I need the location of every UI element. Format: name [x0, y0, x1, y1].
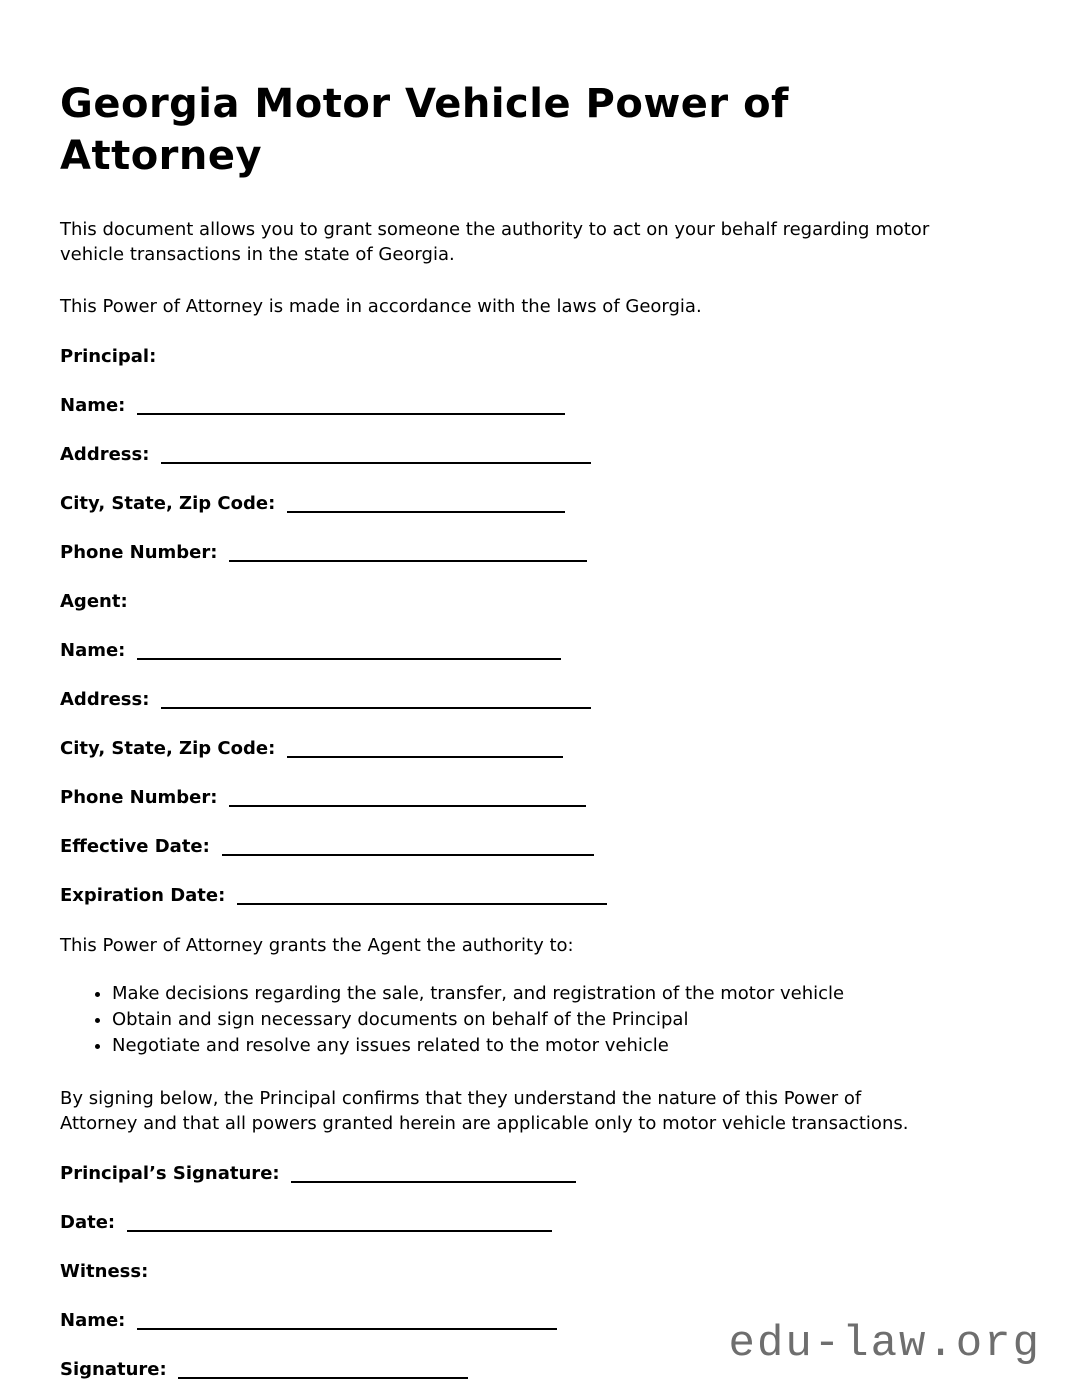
effective-date-field	[60, 836, 1015, 857]
signature-date-label: Date:	[60, 1212, 116, 1234]
expiration-date-label: Expiration Date:	[60, 885, 226, 907]
authority-list	[60, 982, 940, 1058]
agent-section-heading: Agent:	[60, 591, 128, 613]
principal-name-field	[60, 395, 1015, 416]
witness-name-blank-line	[137, 1316, 557, 1330]
agent-city-state-zip-label: City, State, Zip Code:	[60, 738, 276, 760]
agent-name-label: Name:	[60, 640, 126, 662]
agent-address-field	[60, 689, 1015, 710]
agent-phone-blank-line	[229, 793, 586, 807]
authority-item-3: • Negotiate and resolve any issues related to the motor vehicle	[112, 1034, 940, 1059]
principal-city-state-zip-label: City, State, Zip Code:	[60, 493, 276, 515]
principal-city-state-zip-field	[60, 493, 1015, 514]
expiration-date-field	[60, 885, 1015, 906]
intro-paragraph-1: This document allows you to grant someone the authority to act on your behalf regarding motor vehicle transactions in the state of Georgia.	[60, 219, 930, 265]
agent-address-label: Address:	[60, 689, 150, 711]
principal-name-label: Name:	[60, 395, 126, 417]
agent-name-field	[60, 640, 1015, 661]
principal-city-state-zip-blank-line	[287, 499, 565, 513]
witness-signature-label: Signature:	[60, 1359, 167, 1381]
principal-signature-blank-line	[291, 1169, 576, 1183]
principal-address-field	[60, 444, 1015, 465]
effective-date-label: Effective Date:	[60, 836, 210, 858]
principal-signature-label: Principal’s Signature:	[60, 1163, 280, 1185]
signature-date-blank-line	[127, 1218, 552, 1232]
agent-phone-label: Phone Number:	[60, 787, 218, 809]
signing-statement: By signing below, the Principal confirms that they understand the nature of this Power of Attorney and that all powers granted herein are applicable only to motor vehicle transactions.	[60, 1087, 909, 1134]
principal-section-heading: Principal:	[60, 346, 157, 368]
principal-address-label: Address:	[60, 444, 150, 466]
agent-city-state-zip-field	[60, 738, 1015, 759]
edu-law-watermark: edu-law.org	[728, 1319, 1041, 1369]
principal-phone-blank-line	[229, 548, 587, 562]
intro-paragraph-2: This Power of Attorney is made in accordance with the laws of Georgia.	[60, 295, 702, 317]
authority-item-2: • Obtain and sign necessary documents on behalf of the Principal	[112, 1008, 940, 1033]
page-title: Georgia Motor Vehicle Power of Attorney	[60, 81, 789, 179]
principal-phone-label: Phone Number:	[60, 542, 218, 564]
principal-address-blank-line	[161, 450, 591, 464]
agent-phone-field	[60, 787, 1015, 808]
witness-section-heading: Witness:	[60, 1261, 149, 1283]
principal-signature-field	[60, 1163, 1015, 1184]
agent-address-blank-line	[161, 695, 591, 709]
expiration-date-blank-line	[237, 891, 607, 905]
principal-phone-field	[60, 542, 1015, 563]
signature-date-field	[60, 1212, 1015, 1233]
agent-city-state-zip-blank-line	[287, 744, 563, 758]
agent-name-blank-line	[137, 646, 561, 660]
effective-date-blank-line	[222, 842, 594, 856]
witness-signature-blank-line	[178, 1365, 468, 1379]
principal-name-blank-line	[137, 401, 565, 415]
witness-name-label: Name:	[60, 1310, 126, 1332]
authority-intro: This Power of Attorney grants the Agent the authority to:	[60, 935, 574, 957]
authority-item-1: • Make decisions regarding the sale, transfer, and registration of the motor vehicle	[112, 982, 940, 1007]
